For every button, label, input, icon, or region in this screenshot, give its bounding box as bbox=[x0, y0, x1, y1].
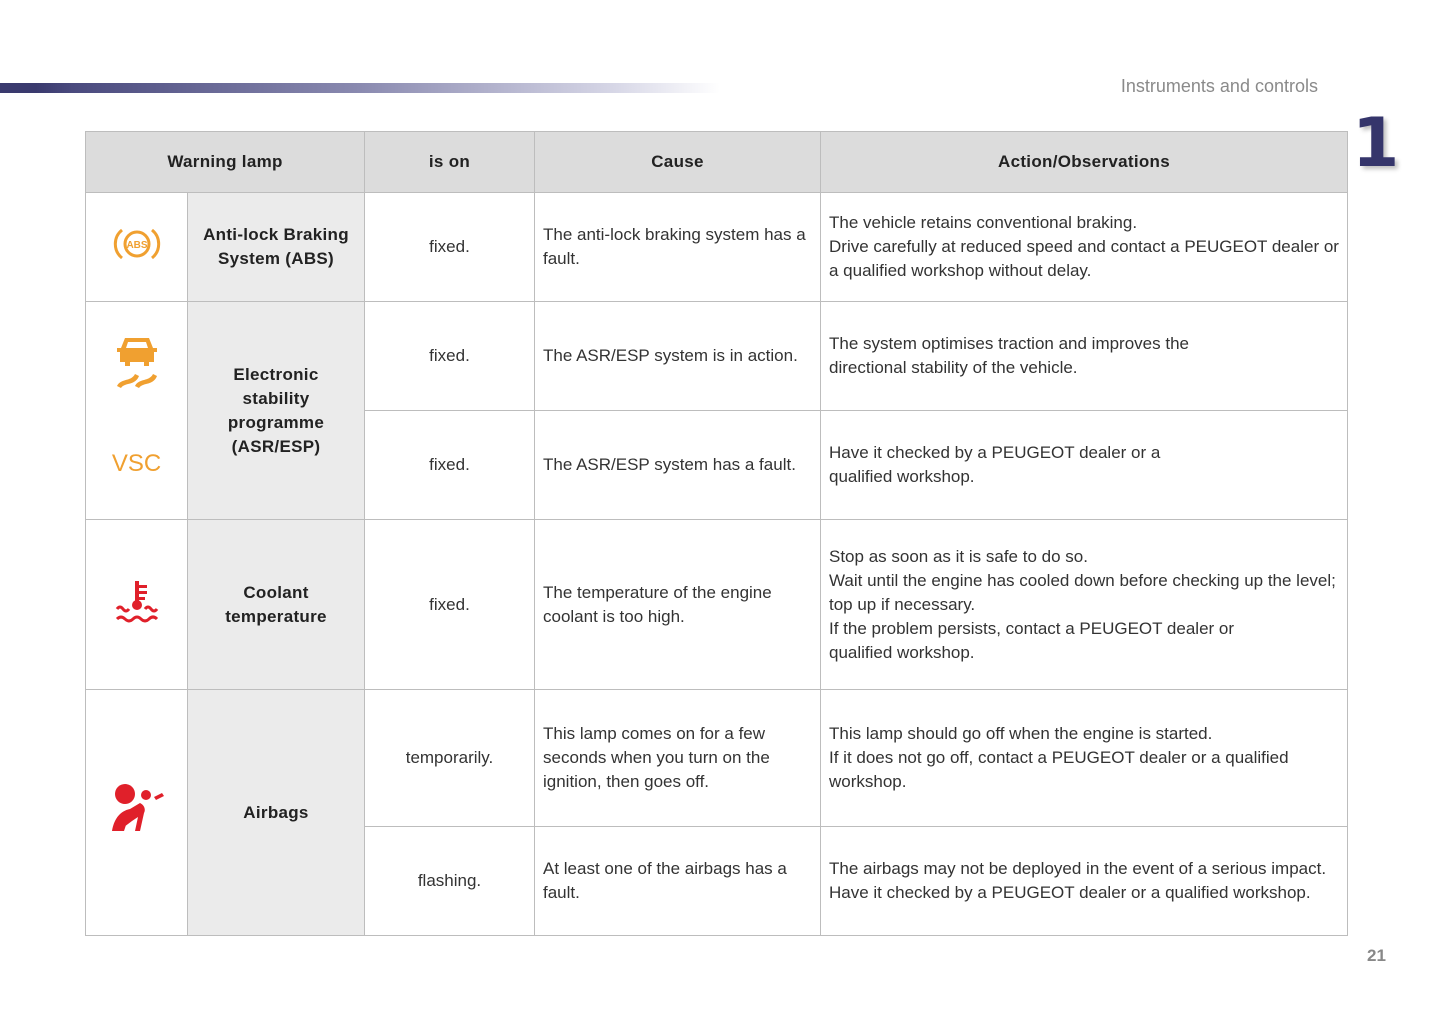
skidding-car-icon bbox=[111, 334, 163, 390]
table-row bbox=[86, 302, 1348, 411]
table-row bbox=[86, 690, 1348, 827]
action-line: If it does not go off, contact a PEUGEOT dealer or a qualified workshop. bbox=[829, 748, 1289, 791]
is-on: fixed. bbox=[365, 302, 535, 411]
section-title: Instruments and controls bbox=[1120, 76, 1318, 96]
col-is-on: is on bbox=[365, 132, 535, 193]
page-number: 21 bbox=[1367, 946, 1386, 965]
action bbox=[821, 520, 1348, 690]
airbag-icon bbox=[86, 690, 188, 936]
is-on: fixed. bbox=[365, 520, 535, 690]
abs-warning-icon bbox=[86, 193, 188, 302]
cause: The ASR/ESP system has a fault. bbox=[535, 411, 821, 520]
action-line: If the problem persists, contact a PEUGEOT dealer or qualified workshop. bbox=[829, 618, 1235, 662]
table-header bbox=[86, 132, 1348, 193]
action-line: This lamp should go off when the engine is started. bbox=[829, 724, 1213, 743]
cause: The ASR/ESP system is in action. bbox=[535, 302, 821, 411]
action: Have it checked by a PEUGEOT dealer or a qualified workshop. bbox=[821, 411, 1348, 520]
svg-text:ABS: ABS bbox=[125, 239, 148, 251]
action-line: Wait until the engine has cooled down before checking up the level; top up if necessary. bbox=[829, 570, 1336, 614]
cause: At least one of the airbags has a fault. bbox=[535, 827, 821, 936]
action-line: The vehicle retains conventional braking. bbox=[829, 213, 1138, 232]
lamp-name: Coolant temperature bbox=[188, 520, 365, 690]
action: The airbags may not be deployed in the event of a serious impact. Have it checked by a PEUGEOT dealer or a qualified workshop. bbox=[821, 827, 1348, 936]
is-on: fixed. bbox=[365, 193, 535, 302]
cause: The anti-lock braking system has a fault. bbox=[535, 193, 821, 302]
chapter-tab: 1 bbox=[1352, 104, 1400, 183]
vsc-label: VSC bbox=[111, 449, 162, 477]
table-row bbox=[86, 520, 1348, 690]
cause: This lamp comes on for a few seconds when you turn on the ignition, then goes off. bbox=[535, 690, 821, 827]
is-on: temporarily. bbox=[365, 690, 535, 827]
is-on: fixed. bbox=[365, 411, 535, 520]
coolant-temperature-icon bbox=[86, 520, 188, 690]
table-row bbox=[86, 193, 1348, 302]
is-on: flashing. bbox=[365, 827, 535, 936]
action bbox=[821, 690, 1348, 827]
action-line: Drive carefully at reduced speed and contact a PEUGEOT dealer or a qualified workshop without delay. bbox=[829, 237, 1339, 280]
col-action: Action/Observations bbox=[821, 132, 1348, 193]
action-line: Stop as soon as it is safe to do so. bbox=[829, 546, 1088, 566]
action bbox=[821, 193, 1348, 302]
header-gradient-bar bbox=[0, 83, 720, 93]
lamp-name: Anti-lock Braking System (ABS) bbox=[188, 193, 365, 302]
esp-icon-cell bbox=[86, 302, 188, 520]
cause: The temperature of the engine coolant is too high. bbox=[535, 520, 821, 690]
col-warning-lamp: Warning lamp bbox=[86, 132, 365, 193]
col-cause: Cause bbox=[535, 132, 821, 193]
lamp-name: Electronic stability programme (ASR/ESP) bbox=[188, 302, 365, 520]
action: The system optimises traction and improves the directional stability of the vehicle. bbox=[821, 302, 1348, 411]
warning-lamp-table bbox=[85, 131, 1348, 936]
lamp-name: Airbags bbox=[188, 690, 365, 936]
